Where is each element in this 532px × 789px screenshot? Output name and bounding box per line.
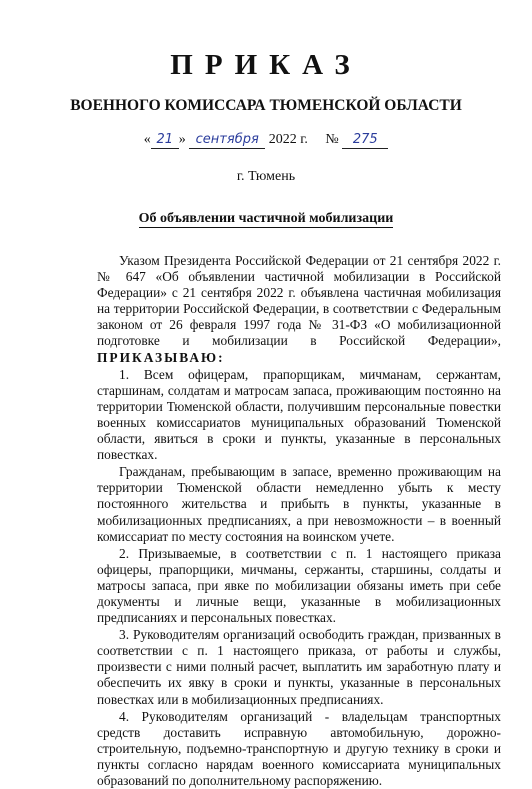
preamble-text: Указом Президента Российской Федерации от 21 сентября 2022 г. № 647 «Об объявлении частичной мобилизации в Российской Федерации» с 21 сентября 2022 г. объявлена частичная мобилизация на территории Российской Федерации, в соответствии с Федеральным законом от 26 февраля 1997 года № 31-ФЗ «О мобилизационной подготовке и мобилизации в Российской Федерации», — [97, 253, 501, 349]
handwritten-month: сентября — [189, 131, 265, 149]
quote-close: » — [178, 132, 186, 147]
paragraph-item-2: 2. Призываемые, в соответствии с п. 1 настоящего приказа офицеры, прапорщики, мичманы, сержанты, старшины, солдаты и матросы запаса, при явке по мобилизации обязаны иметь при себе документы и личные вещи, указанные в мобилизационных предписаниях и персональных повестках. — [97, 545, 501, 626]
paragraph-item-3: 3. Руководителям организаций освободить граждан, призванных в соответствии с п. 1 настоящего приказа, от работы и службы, произвести с ними полный расчет, выплатить им заработную плату и обеспечить их явку в сроки и пункты, указанные в персональных повестках или в мобилизационных предписаниях. — [97, 627, 501, 707]
document-body — [97, 253, 501, 789]
handwritten-day: 21 — [151, 131, 179, 149]
subject-heading — [0, 210, 532, 228]
handwritten-order-number: 275 — [342, 131, 388, 149]
city-line: г. Тюмень — [236, 169, 296, 184]
document-title: ПРИКАЗ — [170, 49, 362, 81]
quote-open: « — [143, 132, 151, 147]
paragraph-item-1-note: Гражданам, пребывающим в запасе, временно проживающим на территории Тюменской области немедленно убыть к месту постоянного жительства и прибыть в пункты, указанные в мобилизационных предписаниях, а при невозможности – в военный комиссариат по месту состояния на воинском учете. — [97, 464, 501, 544]
paragraph-item-4: 4. Руководителям организаций - владельцам транспортных средств доставить исправную автомобильную, дорожно-строительную, подъемно-транспортную и другую технику в сроки и пункты согласно нарядам военного комиссариата муниципальных образований по дополнительному распоряжению. — [97, 708, 501, 788]
date-number-line — [0, 129, 532, 151]
preamble-paragraph — [97, 253, 501, 366]
number-label: № — [325, 132, 339, 147]
subject-text: Об объявлении частичной мобилизации — [138, 211, 394, 226]
ordering-word: ПРИКАЗЫВАЮ: — [97, 349, 225, 365]
issuer-heading: ВОЕННОГО КОМИССАРА ТЮМЕНСКОЙ ОБЛАСТИ — [70, 97, 462, 114]
year-text: 2022 г. — [268, 132, 308, 147]
paragraph-item-1: 1. Всем офицерам, прапорщикам, мичманам, сержантам, старшинам, солдатам и матросам запаса, проживающим постоянно на территории Тюменской области, получившим персональные повестки военных комиссариатов муниципальных образований Тюменской области, явиться в сроки и пункты, указанные в персональных повестках. — [97, 366, 501, 463]
